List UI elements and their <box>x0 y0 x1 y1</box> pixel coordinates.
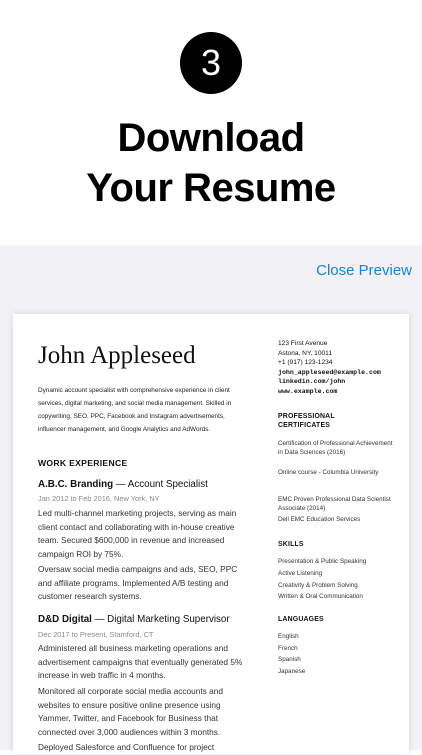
job-company-1: A.B.C. Branding <box>38 479 114 490</box>
resume-name: John Appleseed <box>38 342 196 369</box>
language-2: French <box>278 645 298 652</box>
job-title-2 <box>38 614 230 625</box>
job-2-bullet-2: Monitored all corporate social media accounts and websites to ensure positive online presence using Yammer, Twitter, and Facebook for Business that connected over 3,000 audiences within 3 months. <box>38 686 223 737</box>
skill-4: Written & Oral Communication <box>278 593 363 600</box>
job-company-2: D&D Digital <box>38 614 92 625</box>
language-4: Japanese <box>278 668 306 675</box>
certificate-4: Dell EMC Education Services <box>278 516 361 523</box>
step-number-badge: 3 <box>180 32 242 94</box>
job-role-2: — Digital Marketing Supervisor <box>91 614 230 625</box>
certificates-heading: PROFESSIONAL CERTIFICATES <box>278 413 335 429</box>
certificate-1: Certification of Professional Achievement in Data Sciences (2016) <box>278 440 393 456</box>
job-1-bullet-2: Oversaw social media campaigns and ads, SEO, PPC and affiliate programs. Implemented A/B testing and customer research systems. <box>38 564 238 601</box>
close-preview-button[interactable]: Close Preview <box>316 262 412 279</box>
hero-section <box>0 0 422 245</box>
certificate-2: Online course - Columbia University <box>278 469 379 476</box>
job-2-bullet-3: Deployed Salesforce and Confluence for project <box>38 742 215 752</box>
contact-city: Astoria, NY, 10011 <box>278 349 333 357</box>
contact-street: 123 First Avenue <box>278 340 328 347</box>
contact-phone: +1 (917) 123-1234 <box>278 359 333 367</box>
skill-3: Creativity & Problem Solving <box>278 582 358 589</box>
contact-email: john_appleseed@example.com <box>278 368 381 376</box>
skill-2: Active Listening <box>278 570 323 577</box>
job-title-1 <box>38 479 208 490</box>
resume-page <box>13 314 409 754</box>
certificate-3: EMC Proven Professional Data Scientist Associate (2014) <box>278 496 391 512</box>
contact-linkedin: linkedin.com/john <box>278 378 346 386</box>
hero-title-line2: Your Resume <box>86 166 336 210</box>
job-meta-2: Dec 2017 to Present, Stamford, CT <box>38 630 154 639</box>
job-meta-1: Jan 2012 to Feb 2016, New York, NY <box>38 494 160 503</box>
job-1-bullet-1: Led multi-channel marketing projects, serving as main client contact and collaborating with in-house creative team. Secured $600,000 in revenue and increased campaign ROI by 75%. <box>38 508 237 559</box>
language-3: Spanish <box>278 656 301 663</box>
language-1: English <box>278 633 299 640</box>
languages-heading: LANGUAGES <box>278 616 324 623</box>
job-role-1: — Account Specialist <box>113 479 208 490</box>
contact-website: www.example.com <box>278 387 338 395</box>
hero-title-line1: Download <box>117 116 305 160</box>
contact-block <box>278 339 396 397</box>
job-2-bullet-1: Administered all business marketing operations and advertisement campaigns that eventually generated 5% increase in web traffic in 4 months. <box>38 643 243 680</box>
skill-1: Presentation & Public Speaking <box>278 558 367 565</box>
resume-summary: Dynamic account specialist with comprehensive experience in client services, digital marketing, and social media management. Skilled in copywriting, SEO, PPC, Facebook and Instagram advertisements, influencer management, and Google Analytics and AdWords. <box>38 387 232 433</box>
skills-heading: SKILLS <box>278 541 304 548</box>
work-experience-heading: WORK EXPERIENCE <box>38 458 128 468</box>
